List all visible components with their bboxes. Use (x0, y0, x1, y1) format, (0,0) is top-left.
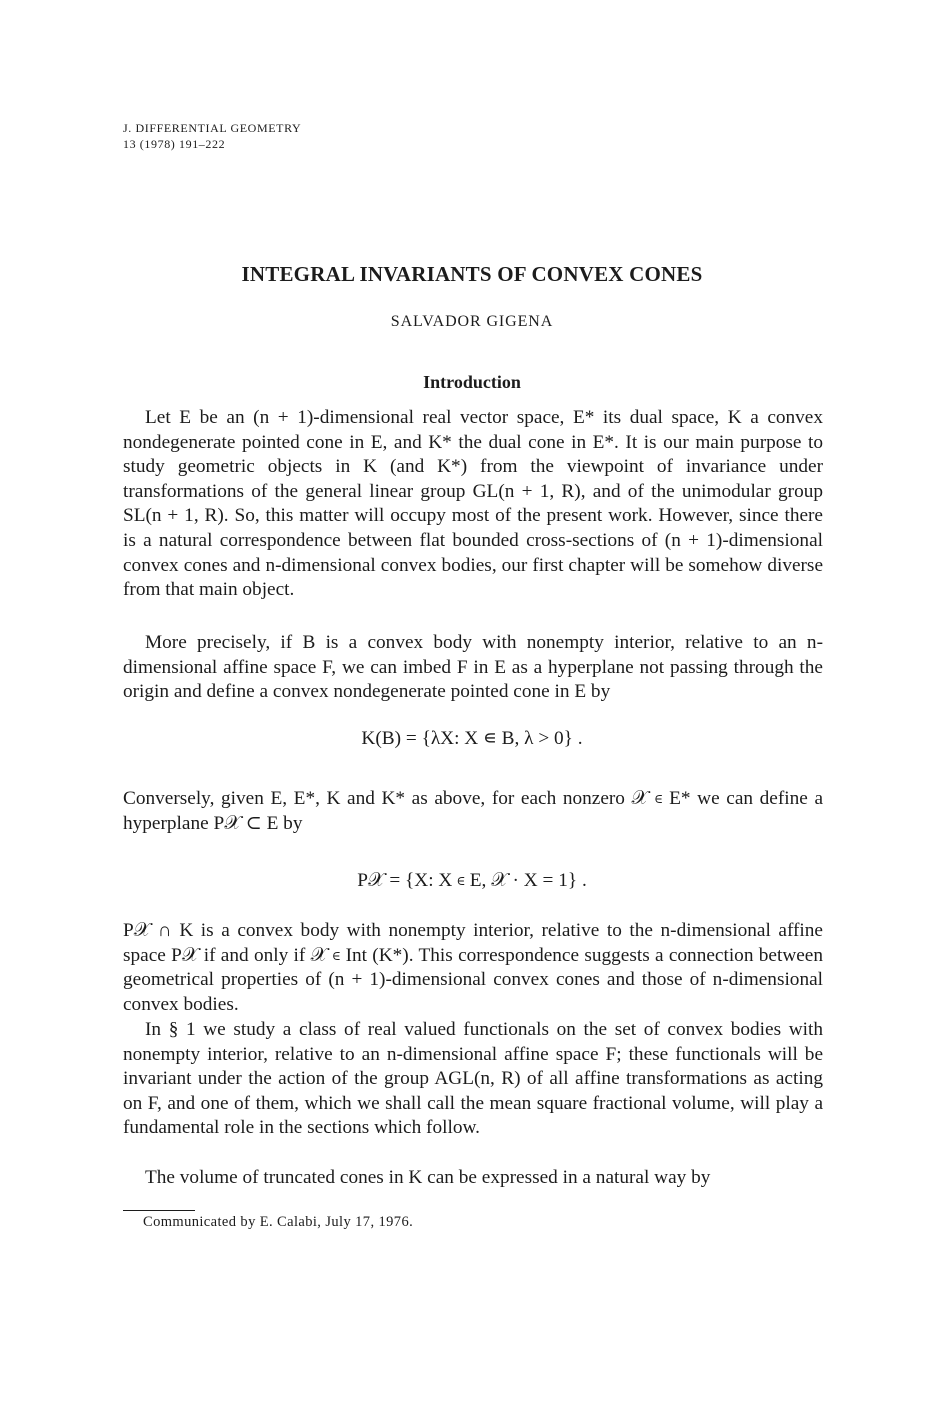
paragraph-6: The volume of truncated cones in K can be expressed in a natural way by (145, 1167, 711, 1188)
journal-name: J. DIFFERENTIAL GEOMETRY (123, 121, 302, 135)
equation-2: P𝒳 = {X: X ∊ E, 𝒳 · X = 1} . (357, 870, 587, 891)
paper-author: SALVADOR GIGENA (390, 313, 554, 330)
paper-title: INTEGRAL INVARIANTS OF CONVEX CONES (241, 262, 703, 286)
footnote-rule (123, 1210, 195, 1211)
journal-header (123, 120, 301, 152)
journal-citation: 13 (1978) 191–222 (123, 137, 226, 151)
paragraph-2: More precisely, if B is a convex body with nonempty interior, relative to an n-dimensional affine space F, we can imbed F in E as a hyperplane not passing through the origin and define a convex nondegenerate pointed cone in E by (123, 632, 823, 703)
paragraph-4: P𝒳 ∩ K is a convex body with nonempty interior, relative to the n-dimensional affine space P𝒳 if and only if 𝒳 ∊ Int (K*). This correspondence suggests a connection between geometrical properties of (n + 1)-dimensional convex cones and those of n-dimensional convex bodies. (123, 920, 823, 1015)
equation-1: K(B) = {λX: X ∊ B, λ > 0} . (361, 728, 583, 749)
paragraph-3: Conversely, given E, E*, K and K* as above, for each nonzero 𝒳 ∊ E* we can define a hyperplane P𝒳 ⊂ E by (123, 788, 823, 834)
paragraph-1: Let E be an (n + 1)-dimensional real vector space, E* its dual space, K a convex nondegenerate pointed cone in E, and K* the dual cone in E*. It is our main purpose to study geometric objects in K (and K*) from the viewpoint of invariance under transformations of the general linear group GL(n + 1, R), and of the unimodular group SL(n + 1, R). So, this matter will occupy most of the present work. However, since there is a natural correspondence between flat bounded cross-sections of (n + 1)-dimensional convex cones and n-dimensional convex bodies, our first chapter will be somehow diverse from that main object. (123, 407, 823, 601)
section-heading: Introduction (423, 372, 521, 392)
paragraph-5: In § 1 we study a class of real valued functionals on the set of convex bodies with nonempty interior, relative to an n-dimensional affine space F; these functionals will be invariant under the action of the group AGL(n, R) of all affine transformations as acting on F, and one of them, which we shall call the mean square fractional volume, will play a fundamental role in the sections which follow. (123, 1019, 823, 1139)
footnote: Communicated by E. Calabi, July 17, 1976. (143, 1214, 414, 1230)
